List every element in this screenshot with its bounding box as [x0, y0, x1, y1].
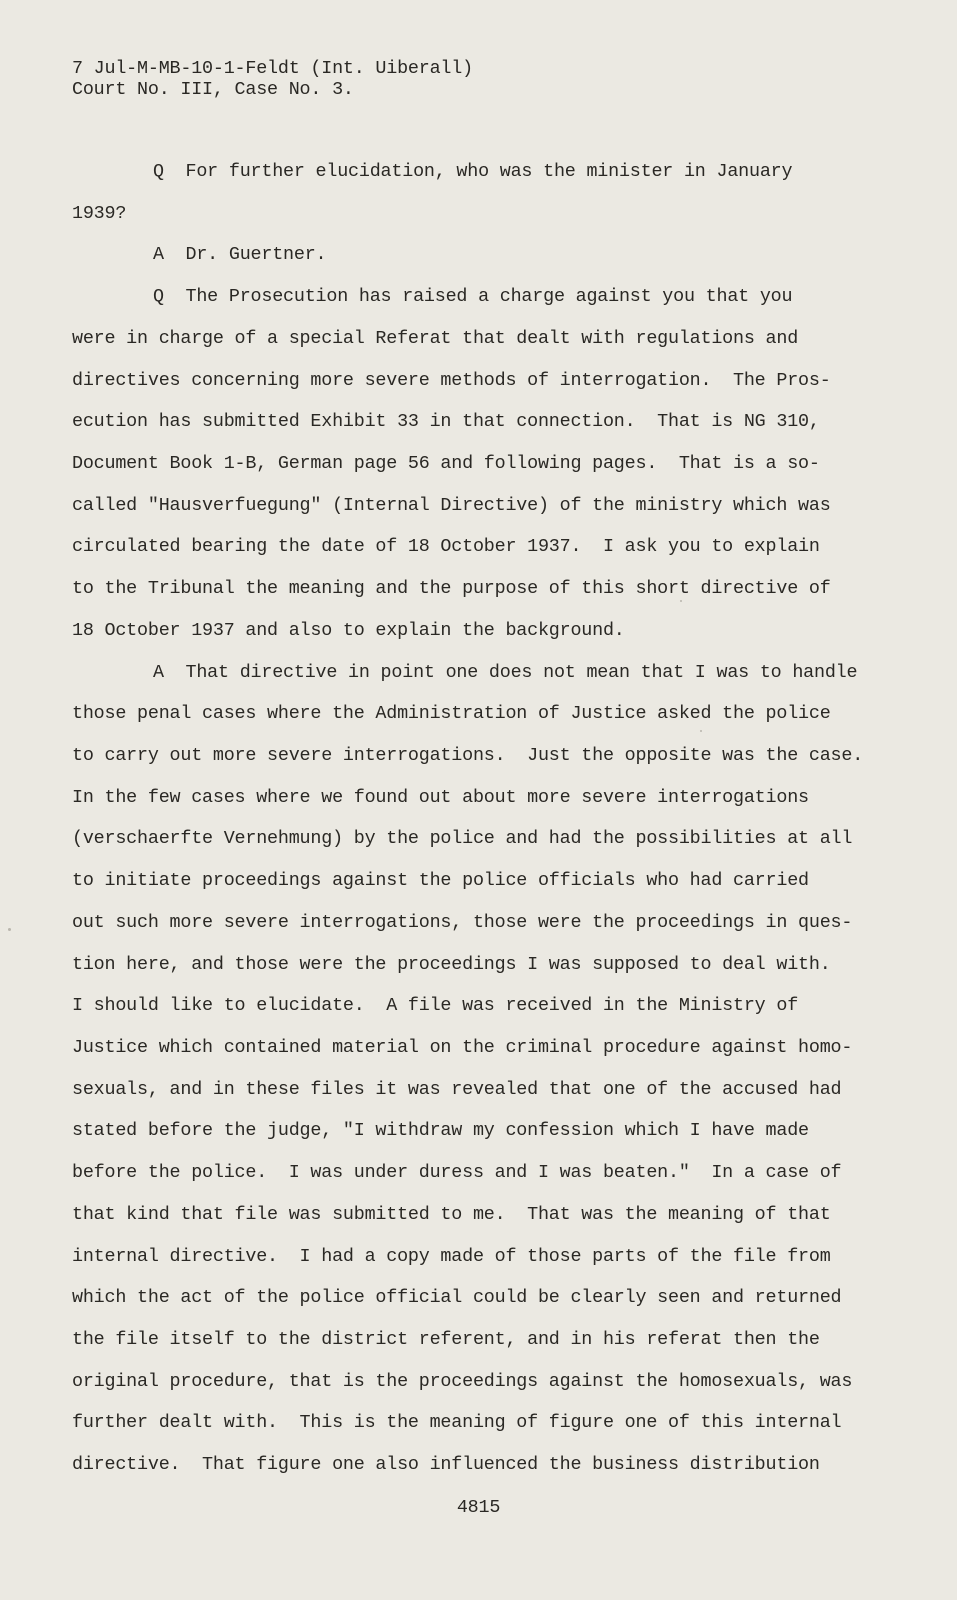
- text-line: (verschaerfte Vernehmung) by the police and had the possibilities at all: [72, 828, 853, 849]
- text-line: directive. That figure one also influenced the business distribution: [72, 1454, 820, 1475]
- text-line: Document Book 1-B, German page 56 and following pages. That is a so-: [72, 453, 820, 474]
- paper-speck: [8, 928, 11, 931]
- text-line: Q For further elucidation, who was the minister in January: [153, 161, 793, 182]
- page-number: 4815: [456, 1497, 501, 1518]
- text-line: ecution has submitted Exhibit 33 in that connection. That is NG 310,: [72, 411, 820, 432]
- text-line: to initiate proceedings against the police officials who had carried: [72, 870, 809, 891]
- text-line: Justice which contained material on the criminal procedure against homo-: [72, 1037, 853, 1058]
- paper-speck: [680, 600, 682, 602]
- text-line: Q The Prosecution has raised a charge against you that you: [153, 286, 793, 307]
- text-line: A Dr. Guertner.: [153, 244, 327, 265]
- text-line: directives concerning more severe methods of interrogation. The Pros-: [72, 370, 831, 391]
- text-line: stated before the judge, "I withdraw my confession which I have made: [72, 1120, 809, 1141]
- text-line: those penal cases where the Administration of Justice asked the police: [72, 703, 831, 724]
- text-line: out such more severe interrogations, those were the proceedings in ques-: [72, 912, 853, 933]
- text-line: 1939?: [72, 203, 127, 224]
- text-line: In the few cases where we found out about more severe interrogations: [72, 787, 809, 808]
- text-line: 18 October 1937 and also to explain the background.: [72, 620, 625, 641]
- text-line: internal directive. I had a copy made of those parts of the file from: [72, 1246, 831, 1267]
- text-line: sexuals, and in these files it was revealed that one of the accused had: [72, 1079, 842, 1100]
- text-line: that kind that file was submitted to me. That was the meaning of that: [72, 1204, 831, 1225]
- text-line: A That directive in point one does not mean that I was to handle: [153, 662, 858, 683]
- text-line: before the police. I was under duress and I was beaten." In a case of: [72, 1162, 842, 1183]
- header-line-2: Court No. III, Case No. 3.: [72, 79, 354, 100]
- paper-speck: [700, 730, 702, 732]
- text-line: called "Hausverfuegung" (Internal Directive) of the ministry which was: [72, 495, 831, 516]
- text-line: I should like to elucidate. A file was received in the Ministry of: [72, 995, 799, 1016]
- text-line: which the act of the police official could be clearly seen and returned: [72, 1287, 842, 1308]
- text-line: were in charge of a special Referat that dealt with regulations and: [72, 328, 799, 349]
- text-line: the file itself to the district referent, and in his referat then the: [72, 1329, 820, 1350]
- text-line: to the Tribunal the meaning and the purpose of this short directive of: [72, 578, 831, 599]
- text-line: to carry out more severe interrogations. Just the opposite was the case.: [72, 745, 864, 766]
- header-line-1: 7 Jul-M-MB-10-1-Feldt (Int. Uiberall): [72, 58, 473, 79]
- text-line: circulated bearing the date of 18 October 1937. I ask you to explain: [72, 536, 820, 557]
- text-line: further dealt with. This is the meaning of figure one of this internal: [72, 1412, 842, 1433]
- text-line: original procedure, that is the proceedings against the homosexuals, was: [72, 1371, 853, 1392]
- text-line: tion here, and those were the proceedings I was supposed to deal with.: [72, 954, 831, 975]
